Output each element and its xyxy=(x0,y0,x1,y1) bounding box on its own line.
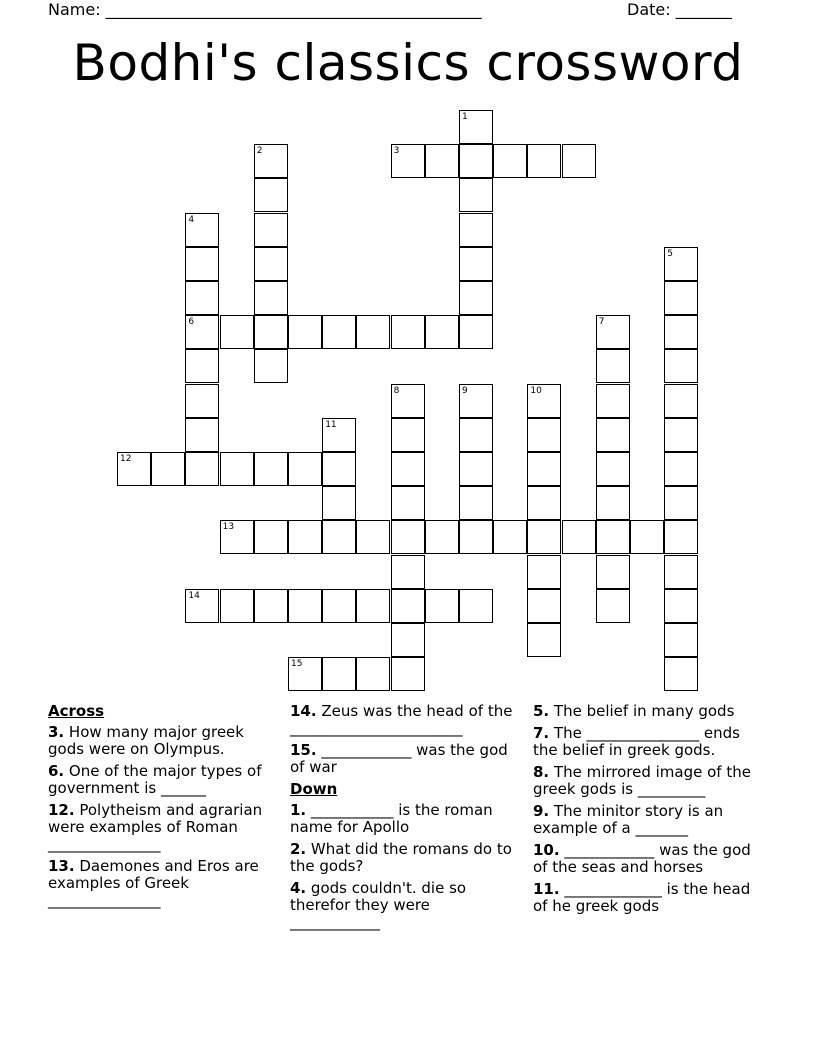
clue-text: _____________ is the head of he greek gods xyxy=(533,880,751,915)
clues-column-1 xyxy=(48,703,280,914)
across-clue-12 xyxy=(48,802,280,853)
clue-number: 12. xyxy=(48,801,75,819)
grid-cell[interactable] xyxy=(254,452,288,486)
grid-cell[interactable] xyxy=(459,418,493,452)
clue-number: 7. xyxy=(533,724,550,742)
across-heading: Across xyxy=(48,702,105,720)
page-title: Bodhi's classics crossword xyxy=(72,34,744,92)
cell-number: 2 xyxy=(256,146,263,157)
grid-cell[interactable] xyxy=(596,418,630,452)
clue-text: gods couldn't. die so therefor they were ____________ xyxy=(290,879,467,931)
down-clue-4 xyxy=(290,880,518,931)
grid-cell[interactable] xyxy=(527,623,561,657)
grid-cell[interactable] xyxy=(288,589,322,623)
cell-number: 6 xyxy=(188,317,195,328)
grid-cell[interactable] xyxy=(185,349,219,383)
grid-cell[interactable] xyxy=(425,589,459,623)
across-clue-14 xyxy=(290,703,518,737)
grid-cell[interactable] xyxy=(459,315,493,349)
grid-cell[interactable] xyxy=(527,520,561,554)
clue-text: The mirrored image of the greek gods is _________ xyxy=(533,763,751,798)
down-clue-11 xyxy=(533,881,768,915)
cell-number: 9 xyxy=(462,385,468,396)
name-field-label: Name: _______________________________________________ xyxy=(48,0,482,19)
clue-number: 1. xyxy=(290,801,307,819)
grid-cell[interactable] xyxy=(527,418,561,452)
cell-number: 11 xyxy=(325,419,337,430)
cell-number: 14 xyxy=(188,590,200,601)
cell-number: 8 xyxy=(393,385,400,396)
down-clue-8 xyxy=(533,764,768,798)
grid-cell[interactable] xyxy=(664,555,698,589)
cell-number: 3 xyxy=(393,146,400,157)
cell-number: 4 xyxy=(188,214,195,225)
grid-cell[interactable] xyxy=(391,486,425,520)
grid-cell[interactable] xyxy=(391,555,425,589)
grid-cell[interactable] xyxy=(664,452,698,486)
clue-number: 10. xyxy=(533,841,560,859)
grid-cell[interactable] xyxy=(459,486,493,520)
clue-text: Polytheism and agrarian were examples of Roman _______________ xyxy=(48,801,263,853)
grid-cell[interactable] xyxy=(185,281,219,315)
grid-cell[interactable] xyxy=(527,144,561,178)
grid-cell[interactable] xyxy=(459,281,493,315)
grid-cell[interactable] xyxy=(459,589,493,623)
grid-cell[interactable] xyxy=(459,178,493,212)
clue-number: 6. xyxy=(48,762,65,780)
across-clue-13 xyxy=(48,858,280,909)
cell-number: 7 xyxy=(598,317,605,328)
grid-cell[interactable] xyxy=(391,520,425,554)
cell-number: 15 xyxy=(291,659,303,670)
across-clue-6 xyxy=(48,763,280,797)
grid-cell[interactable] xyxy=(527,452,561,486)
grid-cell[interactable] xyxy=(254,247,288,281)
across-clue-3 xyxy=(48,724,280,758)
grid-cell[interactable] xyxy=(664,486,698,520)
grid-cell[interactable] xyxy=(322,657,356,691)
grid-cell[interactable] xyxy=(322,520,356,554)
clue-text: ____________ was the god of the seas and horses xyxy=(533,841,751,876)
grid-cell[interactable] xyxy=(322,589,356,623)
clue-text: Daemones and Eros are examples of Greek _______________ xyxy=(48,857,259,909)
grid-cell[interactable] xyxy=(664,384,698,418)
down-clue-9 xyxy=(533,803,768,837)
clues-column-2 xyxy=(290,703,518,936)
down-clue-7 xyxy=(533,725,768,759)
grid-cell[interactable] xyxy=(151,452,185,486)
grid-cell[interactable] xyxy=(425,520,459,554)
grid-cell[interactable] xyxy=(596,452,630,486)
grid-cell[interactable] xyxy=(322,486,356,520)
grid-cell[interactable] xyxy=(185,452,219,486)
clue-text: How many major greek gods were on Olympus. xyxy=(48,723,244,758)
clue-text: The belief in many gods xyxy=(553,702,735,720)
grid-cell[interactable] xyxy=(664,315,698,349)
grid-cell[interactable] xyxy=(664,623,698,657)
clue-number: 8. xyxy=(533,763,550,781)
grid-cell[interactable] xyxy=(562,144,596,178)
grid-cell[interactable] xyxy=(391,452,425,486)
grid-cell[interactable] xyxy=(459,213,493,247)
clue-number: 11. xyxy=(533,880,560,898)
down-clue-2 xyxy=(290,841,518,875)
clue-text: Zeus was the head of the _______________________ xyxy=(290,702,513,737)
grid-cell[interactable] xyxy=(254,213,288,247)
grid-cell[interactable] xyxy=(254,520,288,554)
grid-cell[interactable] xyxy=(425,144,459,178)
grid-cell[interactable] xyxy=(220,452,254,486)
grid-cell[interactable] xyxy=(391,315,425,349)
grid-cell[interactable] xyxy=(664,418,698,452)
grid-cell[interactable] xyxy=(493,144,527,178)
grid-cell[interactable] xyxy=(356,520,390,554)
grid-cell[interactable] xyxy=(596,520,630,554)
grid-cell[interactable] xyxy=(664,657,698,691)
grid-cell[interactable] xyxy=(664,589,698,623)
grid-cell[interactable] xyxy=(185,384,219,418)
grid-cell[interactable] xyxy=(596,589,630,623)
grid-cell[interactable] xyxy=(459,144,493,178)
grid-cell[interactable] xyxy=(562,520,596,554)
cell-number: 10 xyxy=(530,385,542,396)
grid-cell[interactable] xyxy=(596,555,630,589)
grid-cell[interactable] xyxy=(527,589,561,623)
clue-number: 15. xyxy=(290,741,317,759)
cell-number: 5 xyxy=(667,248,673,259)
grid-cell[interactable] xyxy=(288,520,322,554)
grid-cell[interactable] xyxy=(356,315,390,349)
grid-cell[interactable] xyxy=(220,315,254,349)
grid-cell[interactable] xyxy=(254,178,288,212)
cell-number: 12 xyxy=(120,454,132,464)
down-heading: Down xyxy=(290,780,338,798)
grid-cell[interactable] xyxy=(185,418,219,452)
grid-cell[interactable] xyxy=(664,281,698,315)
grid-cell[interactable] xyxy=(356,657,390,691)
grid-cell[interactable] xyxy=(664,520,698,554)
grid-cell[interactable] xyxy=(596,384,630,418)
grid-cell[interactable] xyxy=(254,281,288,315)
grid-cell[interactable] xyxy=(596,349,630,383)
clue-number: 9. xyxy=(533,802,550,820)
grid-cell[interactable] xyxy=(288,315,322,349)
down-clue-10 xyxy=(533,842,768,876)
down-clue-5 xyxy=(533,703,768,720)
down-clue-1 xyxy=(290,802,518,836)
grid-cell[interactable] xyxy=(459,247,493,281)
cell-number: 1 xyxy=(462,112,468,122)
clue-text: ___________ is the roman name for Apollo xyxy=(290,801,493,836)
across-clue-15 xyxy=(290,742,518,776)
grid-cell[interactable] xyxy=(391,623,425,657)
grid-cell[interactable] xyxy=(459,520,493,554)
clue-number: 2. xyxy=(290,840,307,858)
clue-text: The _______________ ends the belief in greek gods. xyxy=(533,724,740,759)
grid-cell[interactable] xyxy=(664,349,698,383)
cell-number: 13 xyxy=(222,522,235,533)
grid-cell[interactable] xyxy=(185,247,219,281)
grid-cell[interactable] xyxy=(425,315,459,349)
clue-text: The minitor story is an example of a _______ xyxy=(533,802,724,837)
clue-text: One of the major types of government is ______ xyxy=(48,762,262,797)
grid-cell[interactable] xyxy=(254,349,288,383)
grid-cell[interactable] xyxy=(459,452,493,486)
grid-cell[interactable] xyxy=(596,486,630,520)
grid-cell[interactable] xyxy=(288,452,322,486)
grid-cell[interactable] xyxy=(322,452,356,486)
grid-cell[interactable] xyxy=(630,520,664,554)
date-field-label: Date: _______ xyxy=(627,0,732,19)
clue-text: What did the romans do to the gods? xyxy=(290,840,512,875)
clue-number: 14. xyxy=(290,702,317,720)
grid-cell[interactable] xyxy=(527,555,561,589)
grid-cell[interactable] xyxy=(391,657,425,691)
grid-cell[interactable] xyxy=(391,589,425,623)
grid-cell[interactable] xyxy=(391,418,425,452)
grid-cell[interactable] xyxy=(356,589,390,623)
clue-number: 5. xyxy=(533,702,550,720)
clue-number: 13. xyxy=(48,857,75,875)
grid-cell[interactable] xyxy=(220,589,254,623)
clues-column-3 xyxy=(533,703,768,920)
grid-cell[interactable] xyxy=(322,315,356,349)
grid-cell[interactable] xyxy=(527,486,561,520)
grid-cell[interactable] xyxy=(254,315,288,349)
clue-number: 4. xyxy=(290,879,307,897)
clue-text: ____________ was the god of war xyxy=(290,741,508,776)
grid-cell[interactable] xyxy=(254,589,288,623)
clue-number: 3. xyxy=(48,723,65,741)
grid-cell[interactable] xyxy=(493,520,527,554)
